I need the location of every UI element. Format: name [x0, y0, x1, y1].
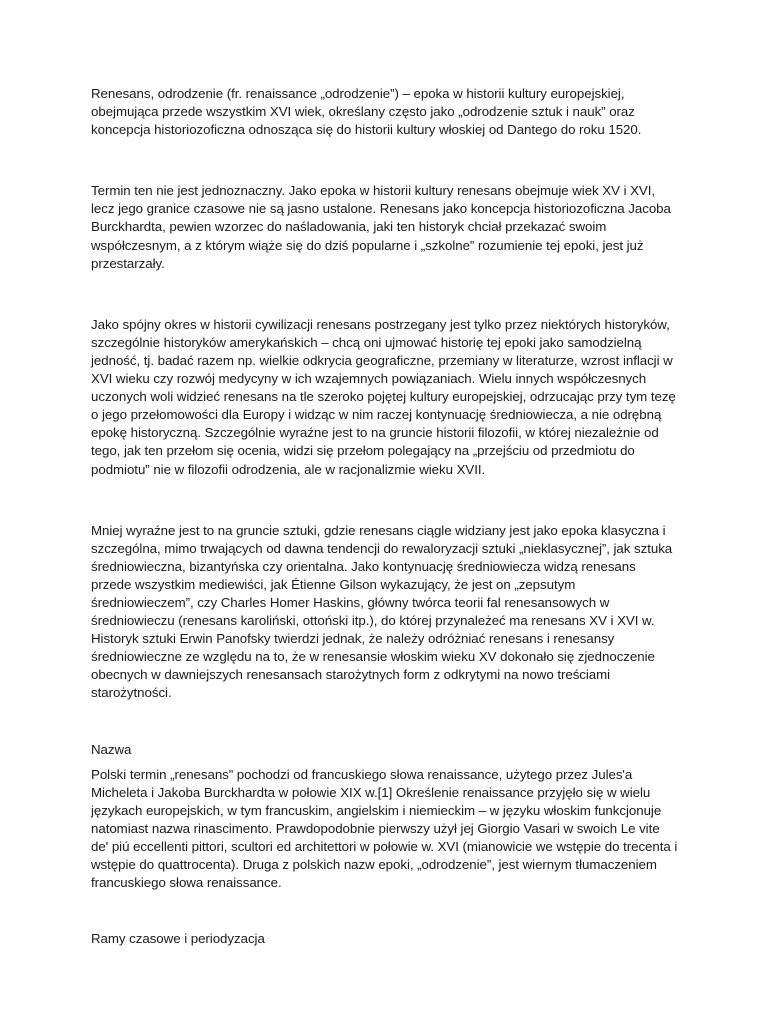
paragraph-civilization: Jako spójny okres w historii cywilizacji renesans postrzegany jest tylko przez niektórych historyków, szczególnie historyków amerykańskich – chcą oni ujmować historię tej epoki jako samodzielną jedność, tj. badać razem np. wielkie odkrycia geograficzne, przemiany w literaturze, wzrost inflacji w XVI wieku czy rozwój medycyny w ich wzajemnych powiązaniach. Wielu innych współczesnych uczonych woli widzieć renesans na tle szeroko pojętej kultury europejskiej, odrzucając przy tym tezę o jego przełomowości dla Europy i widząc w nim raczej kontynuację średniowiecza, a nie odrębną epokę historyczną. Szczególnie wyraźne jest to na gruncie historii filozofii, w której niezależnie od tego, jak ten przełom się ocenia, widzi się przełom polegający na „przejściu od przedmiotu do podmiotu” nie w filozofii odrodzenia, ale w racjonalizmie wieku XVII.: [91, 316, 676, 477]
paragraph-art: Mniej wyraźne jest to na gruncie sztuki, gdzie renesans ciągle widziany jest jako epoka klasyczna i szczególna, mimo trwających od dawna tendencji do rewaloryzacji sztuki „nieklasycznej”, jak sztuka średniowieczna, bizantyńska czy orientalna. Jako kontynuację średniowiecza widzą renesans przede wszystkim mediewiści, jak Étienne Gilson wykazujący, że jest on „zepsutym średniowieczem”, czy Charles Homer Haskins, główny twórca teorii fal renesansowych w średniowieczu (renesans karoliński, ottoński itp.), do której przynależeć ma renesans XV i XVI w. Historyk sztuki Erwin Panofsky twierdzi jednak, że należy odróżniać renesans i renesansy średniowieczne ze względu na to, że w renesansie włoskim wieku XV dokonało się zjednoczenie obecnych w dawniejszych renesansach starożytnych form z odkrytymi na nowo treściami starożytności.: [91, 522, 673, 701]
paragraph-name-origin: Polski termin „renesans” pochodzi od francuskiego słowa renaissance, użytego przez Jules'a Micheleta i Jakoba Burckhardta w połowie XIX w.[1] Określenie renaissance przyjęło się w wielu językach europejskich, w tym francuskim, angielskim i niemieckim – w języku włoskim funkcjonuje natomiast nazwa rinascimento. Prawdopodobnie pierwszy użył jej Giorgio Vasari w swoich Le vite de' piú eccellenti pittori, scultori ed architettori w połowie w. XVI (mianowicie we wstępie do trecenta i wstępie do quattrocenta). Druga z polskich nazw epoki, „odrodzenie”, jest wiernym tłumaczeniem francuskiego słowa renaissance.: [91, 766, 678, 891]
section-heading-ramy-czasowe: Ramy czasowe i periodyzacja: [91, 931, 265, 947]
document-body: [91, 85, 679, 948]
paragraph-intro: Renesans, odrodzenie (fr. renaissance „odrodzenie”) – epoka w historii kultury europejskiej, obejmująca przede wszystkim XVI wiek, określany często jako „odrodzenie sztuk i nauk” oraz koncepcja historiozoficzna odnosząca się do historii kultury włoskiej od Dantego do roku 1520.: [91, 86, 642, 138]
section-heading-nazwa: Nazwa: [91, 741, 132, 757]
paragraph-term: Termin ten nie jest jednoznaczny. Jako epoka w historii kultury renesans obejmuje wiek XV i XVI, lecz jego granice czasowe nie są jasno ustalone. Renesans jako koncepcja historiozoficzna Jacoba Burckhardta, pewien wzorzec do naśladowania, jaki ten historyk chciał przekazać swoim współczesnym, a z którym wiąże się do dziś popularne i „szkolne” rozumienie tej epoki, jest już przestarzały.: [91, 183, 671, 271]
